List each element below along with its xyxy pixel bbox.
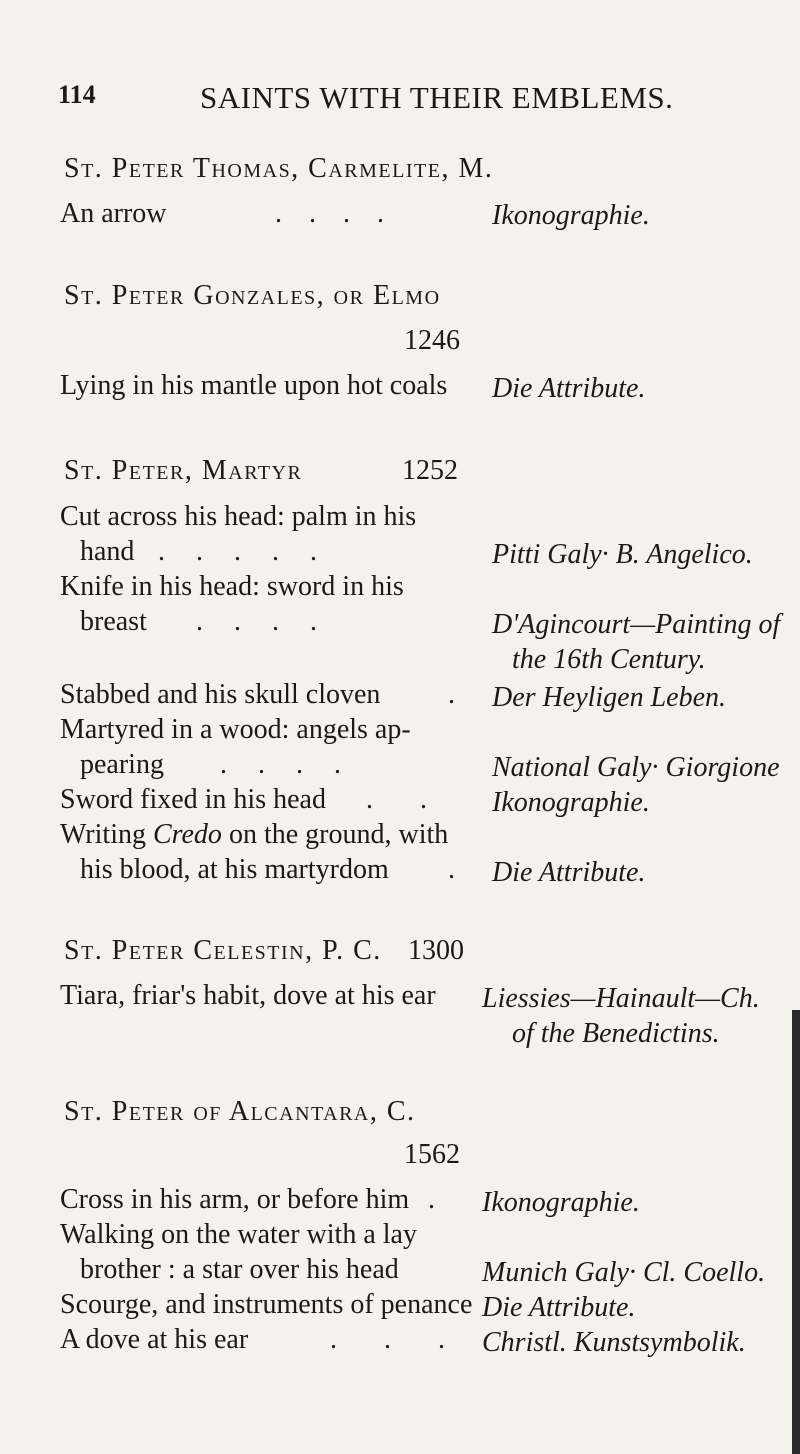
emblem-text: A dove at his ear [60, 1324, 249, 1355]
source-citation: of the Benedictins. [512, 1018, 720, 1049]
source-citation: National Galy· Giorgione [492, 752, 780, 783]
page-header [0, 80, 800, 120]
source-citation: Ikonographie. [492, 200, 650, 231]
page-edge-shadow [792, 1010, 800, 1454]
source-citation: Ikonographie. [492, 787, 650, 818]
leader-dots: . [448, 854, 455, 885]
source-citation: D'Agincourt—Painting of [492, 609, 781, 640]
leader-dots: . . . . . [158, 536, 329, 567]
emblem-text: An arrow [60, 198, 167, 229]
source-citation: Die Attribute. [492, 857, 646, 888]
entry-title: St. Peter, Martyr [64, 455, 303, 486]
leader-dots: . . . . [220, 749, 353, 780]
source-citation: Christl. Kunstsymbolik. [482, 1327, 746, 1358]
entry-title: St. Peter Gonzales, or Elmo [64, 280, 441, 311]
entry-title: St. Peter of Alcantara, C. [64, 1096, 416, 1127]
emblem-text: Martyred in a wood: angels ap- [60, 714, 411, 745]
source-citation: Pitti Galy· B. Angelico. [492, 539, 753, 570]
emblem-text: pearing [80, 749, 164, 780]
source-citation: Liessies—Hainault—Ch. [482, 983, 760, 1014]
running-title: SAINTS WITH THEIR EMBLEMS. [200, 80, 674, 115]
emblem-text: brother : a star over his head [80, 1254, 399, 1285]
leader-dots: . . . [330, 1324, 465, 1355]
emblem-text: Tiara, friar's habit, dove at his ear [60, 980, 436, 1011]
entry-title: St. Peter Celestin, P. C. [64, 935, 382, 966]
source-citation: Ikonographie. [482, 1187, 640, 1218]
entry-date: 1562 [404, 1139, 460, 1170]
emblem-text: Sword fixed in his head [60, 784, 326, 815]
source-citation: Munich Galy· Cl. Coello. [482, 1257, 766, 1288]
source-citation: the 16th Century. [512, 644, 706, 675]
leader-dots: . . . . [275, 198, 394, 229]
entry-date: 1300 [408, 935, 464, 966]
leader-dots: . . [366, 784, 447, 815]
emblem-text: Writing Credo on the ground, with [60, 819, 449, 850]
entry-date: 1252 [402, 455, 458, 486]
emblem-text: Lying in his mantle upon hot coals [60, 370, 448, 401]
emblem-text: his blood, at his martyrdom [80, 854, 389, 885]
page-number: 114 [58, 80, 96, 109]
leader-dots: . [428, 1184, 435, 1215]
emblem-text: hand [80, 536, 135, 567]
emblem-text: breast [80, 606, 147, 637]
source-citation: Der Heyligen Leben. [492, 682, 727, 713]
emblem-text: Cut across his head: palm in his [60, 501, 417, 532]
source-citation: Die Attribute. [482, 1292, 636, 1323]
entry-date: 1246 [404, 325, 460, 356]
leader-dots: . . . . [196, 606, 329, 637]
emblem-text: Stabbed and his skull cloven [60, 679, 381, 710]
leader-dots: . [448, 679, 455, 710]
emblem-text: Walking on the water with a lay [60, 1219, 417, 1250]
emblem-text: Cross in his arm, or before him [60, 1184, 410, 1215]
source-citation: Die Attribute. [492, 373, 646, 404]
emblem-text: Scourge, and instruments of penance [60, 1289, 473, 1320]
entry-title: St. Peter Thomas, Carmelite, M. [64, 153, 494, 184]
emblem-text: Knife in his head: sword in his [60, 571, 404, 602]
